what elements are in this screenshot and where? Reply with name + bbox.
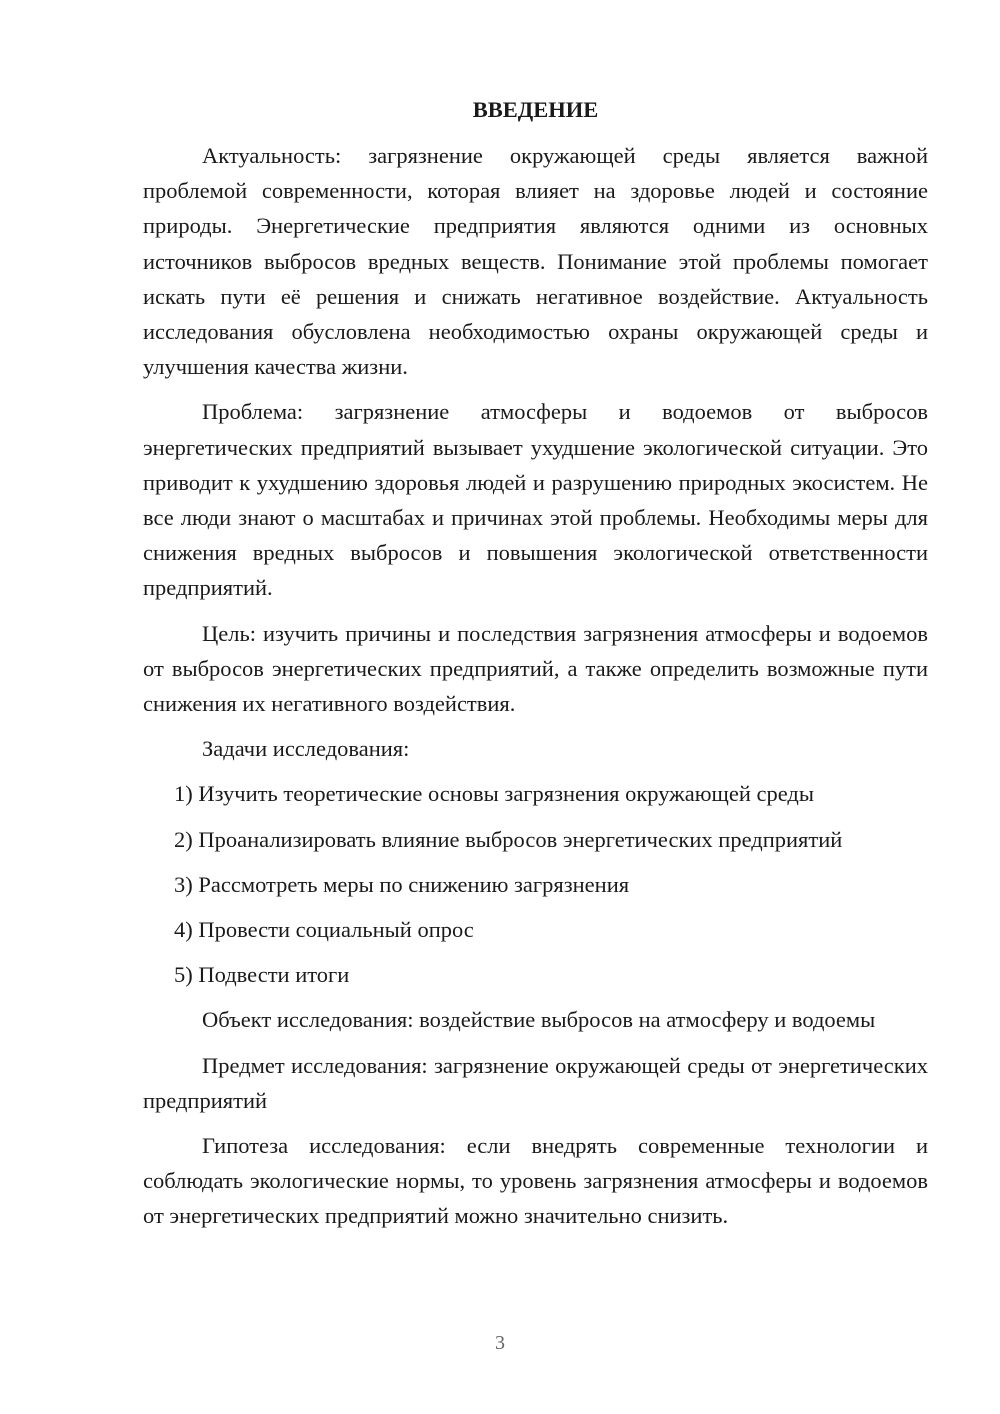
hypothesis-paragraph: Гипотеза исследования: если внедрять современные технологии и соблюдать экологические нормы, то уровень загрязнения атмосферы и водоемов от энергетических предприятий можно значительно снизить. xyxy=(143,1133,928,1229)
relevance-paragraph: Актуальность: загрязнение окружающей среды является важной проблемой современности, которая влияет на здоровье людей и состояние природы. Энергетические предприятия являются одними из основных источников выбросов вредных веществ. Понимание этой проблемы помогает искать пути её решения и снижать негативное воздействие. Актуальность исследования обусловлена необходимостью охраны окружающей среды и улучшения качества жизни. xyxy=(143,143,928,380)
object-paragraph: Объект исследования: воздействие выбросов на атмосферу и водоемы xyxy=(202,1007,876,1033)
page-title: ВВЕДЕНИЕ xyxy=(472,97,599,122)
problem-paragraph: Проблема: загрязнение атмосферы и водоемов от выбросов энергетических предприятий вызывает ухудшение экологической ситуации. Это приводит к ухудшению здоровья людей и разрушению природных экосистем. Не все люди знают о масштабах и причинах этой проблемы. Необходимы меры для снижения вредных выбросов и повышения экологической ответственности предприятий. xyxy=(143,399,928,601)
tasks-heading: Задачи исследования: xyxy=(202,736,410,762)
task-item: 2) Проанализировать влияние выбросов энергетических предприятий xyxy=(174,826,843,852)
goal-paragraph: Цель: изучить причины и последствия загрязнения атмосферы и водоемов от выбросов энергетических предприятий, а также определить возможные пути снижения их негативного воздействия. xyxy=(143,620,928,717)
task-item: 4) Провести социальный опрос xyxy=(174,917,474,943)
task-item: 5) Подвести итоги xyxy=(174,962,350,988)
task-list xyxy=(143,776,928,992)
task-item: 1) Изучить теоретические основы загрязнения окружающей среды xyxy=(174,781,814,807)
task-item: 3) Рассмотреть меры по снижению загрязнения xyxy=(174,871,630,897)
document-page xyxy=(143,92,928,1244)
subject-paragraph: Предмет исследования: загрязнение окружающей среды от энергетических предприятий xyxy=(143,1052,928,1113)
page-number: 3 xyxy=(495,1332,505,1354)
